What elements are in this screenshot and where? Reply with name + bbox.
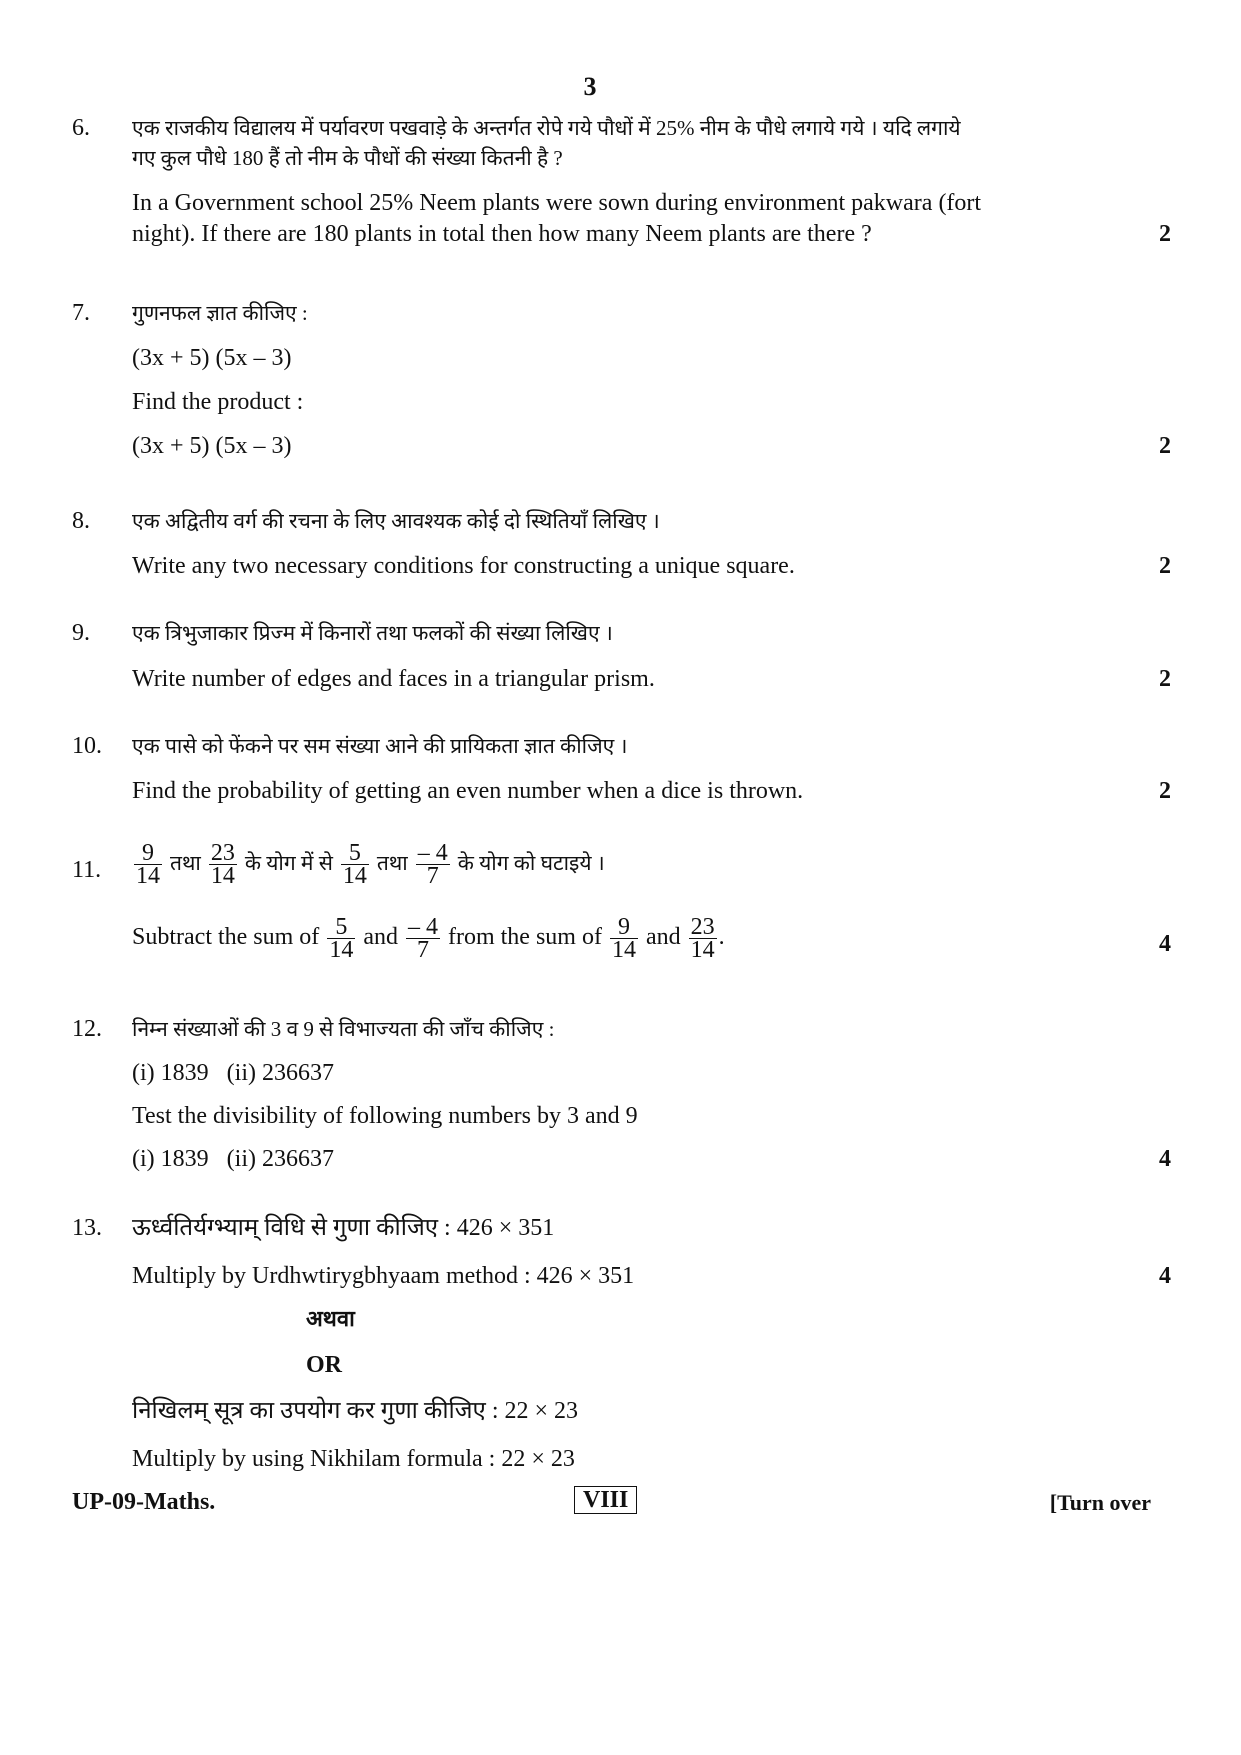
q10-marks: 2 [1159,778,1171,804]
q12-english: Test the divisibility of following numbers by 3 and 9 [132,1103,638,1129]
paper-code: UP-09-Maths. [72,1489,216,1515]
page-number: 3 [583,72,597,101]
q6-marks: 2 [1159,221,1171,247]
q6-english-line2: night). If there are 180 plants in total then how many Neem plants are there ? [132,221,872,247]
q12-items-hindi: (i) 1839 (ii) 236637 [132,1060,334,1086]
q8-hindi: एक अद्वितीय वर्ग की रचना के लिए आवश्यक कोई दो स्थितियाँ लिखिए । [132,509,660,533]
fraction-5-14-en: $\frac{5}{14}$ [329,913,354,963]
fraction-minus4-7-en: $\frac{- 4}{7}$ [407,913,438,963]
q9-hindi: एक त्रिभुजाकार प्रिज्म में किनारों तथा फलकों की संख्या लिखिए । [132,621,613,645]
q9-english: Write number of edges and faces in a triangular prism. [132,666,655,692]
q10-hindi: एक पासे को फेंकने पर सम संख्या आने की प्रायिकता ज्ञात कीजिए । [132,734,628,758]
turn-over-label: [Turn over [1049,1490,1151,1515]
q7-hindi: गुणनफल ज्ञात कीजिए : [132,301,308,325]
question-number-10: 10. [72,733,102,759]
question-number-8: 8. [72,508,90,534]
q11-hindi-line: $\frac{9}{14}$ तथा $\frac{23}{14}$ के योग में से $\frac{5}{14}$ तथा $\frac{- 4}{7}$ के योग को घटाइये । [136,839,605,889]
q12-hindi: निम्न संख्याओं की 3 व 9 से विभाज्यता की जाँच कीजिए : [132,1017,555,1041]
class-label: VIII [574,1486,637,1514]
q13-alt-hindi: निखिलम् सूत्र का उपयोग कर गुणा कीजिए : 22 × 23 [132,1398,579,1424]
q6-hindi-line1: एक राजकीय विद्यालय में पर्यावरण पखवाड़े के अन्तर्गत रोपे गये पौधों में 25% नीम के पौधे लगाये गये । यदि लगाये [132,116,961,140]
question-number-13: 13. [72,1215,102,1241]
question-number-9: 9. [72,620,90,646]
q7-english: Find the product : [132,389,304,415]
q11-english-line: Subtract the sum of $\frac{5}{14}$ and $\frac{- 4}{7}$ from the sum of $\frac{9}{14}$ and $\frac{23}{14}$ . [132,913,725,963]
q11-marks: 4 [1159,931,1171,957]
q6-hindi-line2: गए कुल पौधे 180 हैं तो नीम के पौधों की संख्या कितनी है ? [132,146,563,170]
class-label-box [574,1487,637,1513]
q9-marks: 2 [1159,666,1171,692]
fraction-5-14: $\frac{5}{14}$ [342,839,367,889]
q7-expr-hindi: (3x + 5) (5x – 3) [132,345,292,371]
fraction-9-14: $\frac{9}{14}$ [136,839,160,889]
question-number-7: 7. [72,300,90,326]
q7-marks: 2 [1159,433,1171,459]
q10-english: Find the probability of getting an even number when a dice is thrown. [132,778,804,804]
q6-english-line1: In a Government school 25% Neem plants were sown during environment pakwara (fort [132,190,982,216]
fraction-minus4-7: $\frac{- 4}{7}$ [417,839,448,889]
q8-english: Write any two necessary conditions for constructing a unique square. [132,553,795,579]
or-hindi: अथवा [306,1306,355,1331]
fraction-23-14-en: $\frac{23}{14}$ [690,913,715,963]
or-english: OR [306,1352,342,1378]
question-number-6: 6. [72,115,90,141]
fraction-23-14: $\frac{23}{14}$ [210,839,235,889]
q13-marks: 4 [1159,1263,1171,1289]
q13-english: Multiply by Urdhwtirygbhyaam method : 426 × 351 [132,1263,635,1289]
q13-hindi: ऊर्ध्वतिर्यग्भ्याम् विधि से गुणा कीजिए : 426 × 351 [132,1215,555,1241]
q12-items-english: (i) 1839 (ii) 236637 [132,1146,334,1172]
q13-alt-english: Multiply by using Nikhilam formula : 22 × 23 [132,1446,575,1472]
question-number-11: 11. [72,857,102,883]
fraction-9-14-en: $\frac{9}{14}$ [611,913,636,963]
q8-marks: 2 [1159,553,1171,579]
question-number-12: 12. [72,1016,102,1042]
q7-expr-english: (3x + 5) (5x – 3) [132,433,292,459]
q12-marks: 4 [1159,1146,1171,1172]
